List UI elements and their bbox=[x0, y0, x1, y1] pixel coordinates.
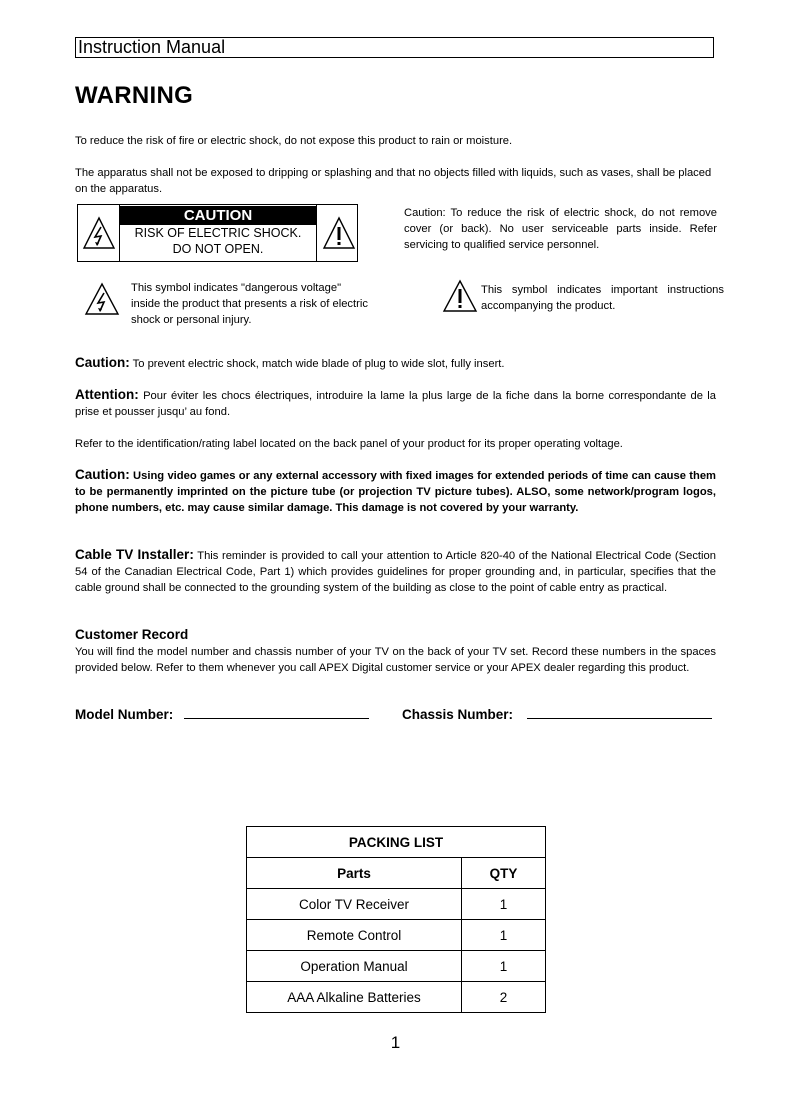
part-name: Color TV Receiver bbox=[247, 889, 462, 920]
cable-installer-text: This reminder is provided to call your attention to Article 820-40 of the National Electrical Code (Section 54 of the Canadian Electrical Code, Part 1) which provides guidelines for proper grounding and, in particular, specifies that the cable ground shall be connected to the grounding system of the building as close to the point of cable entry as practical. bbox=[75, 550, 716, 594]
attention-lead: Attention: bbox=[75, 387, 139, 402]
cable-installer-lead: Cable TV Installer: bbox=[75, 547, 194, 562]
warning-title: WARNING bbox=[75, 82, 194, 109]
table-row bbox=[247, 920, 546, 951]
page-number: 1 bbox=[390, 1033, 401, 1052]
model-number-field[interactable] bbox=[184, 718, 369, 719]
part-name: Operation Manual bbox=[247, 951, 462, 982]
exclamation-triangle-icon bbox=[442, 279, 478, 313]
lightning-triangle-icon bbox=[84, 282, 120, 316]
caution-plug-paragraph bbox=[75, 355, 716, 372]
chassis-number-label: Chassis Number: bbox=[402, 707, 514, 722]
rating-label-note: Refer to the identification/rating label located on the back panel of your product for its proper operating voltage. bbox=[75, 438, 623, 450]
part-qty: 2 bbox=[462, 982, 546, 1013]
table-row bbox=[247, 951, 546, 982]
important-instructions-symbol-text: This symbol indicates important instructions accompanying the product. bbox=[481, 284, 724, 312]
caution-line-2: DO NOT OPEN. bbox=[172, 242, 264, 256]
attention-paragraph bbox=[75, 387, 716, 420]
caution-plug-text: To prevent electric shock, match wide blade of plug to wide slot, fully insert. bbox=[129, 358, 505, 370]
exclamation-triangle-icon bbox=[322, 215, 356, 251]
caution-plug-lead: Caution: bbox=[75, 355, 130, 370]
caution-label-text bbox=[119, 205, 317, 261]
table-row bbox=[247, 889, 546, 920]
caution-games-lead: Caution: bbox=[75, 467, 130, 482]
part-qty: 1 bbox=[462, 951, 546, 982]
caution-line-1: RISK OF ELECTRIC SHOCK. bbox=[134, 226, 302, 240]
part-name: AAA Alkaline Batteries bbox=[247, 982, 462, 1013]
caution-label-box bbox=[77, 204, 358, 262]
customer-record-text: You will find the model number and chassis number of your TV on the back of your TV set. Record these numbers in the spaces provided below. Refer to them whenever you call APEX Digital customer service or your APEX dealer regarding this product. bbox=[75, 646, 716, 674]
chassis-number-field[interactable] bbox=[527, 718, 712, 719]
table-row bbox=[247, 982, 546, 1013]
customer-record-title: Customer Record bbox=[75, 627, 189, 642]
part-qty: 1 bbox=[462, 889, 546, 920]
lightning-triangle-icon bbox=[82, 215, 116, 251]
document-header: Instruction Manual bbox=[75, 37, 714, 58]
part-qty: 1 bbox=[462, 920, 546, 951]
caution-games-text: Using video games or any external accessory with fixed images for extended periods of time can cause them to be permanently imprinted on the picture tube (or projection TV picture tubes). ALSO, some network/program logos, phone numbers, etc. may cause similar damage. This damage is not covered by your warranty. bbox=[75, 470, 716, 514]
caution-servicing-note: Caution: To reduce the risk of electric shock, do not remove cover (or back). No user serviceable parts inside. Refer servicing to qualified service personnel. bbox=[404, 207, 717, 251]
parts-header: Parts bbox=[247, 858, 462, 889]
packing-list-title: PACKING LIST bbox=[247, 827, 546, 858]
intro-paragraph-1: To reduce the risk of fire or electric shock, do not expose this product to rain or moisture. bbox=[75, 135, 513, 147]
part-name: Remote Control bbox=[247, 920, 462, 951]
cable-installer-paragraph bbox=[75, 547, 716, 596]
intro-paragraph-2: The apparatus shall not be exposed to dripping or splashing and that no objects filled with liquids, such as vases, shall be placed on the apparatus. bbox=[75, 167, 712, 195]
caution-games-paragraph bbox=[75, 467, 716, 516]
dangerous-voltage-symbol-text: This symbol indicates "dangerous voltage" inside the product that presents a risk of electric shock or personal injury. bbox=[131, 282, 368, 326]
model-number-label: Model Number: bbox=[75, 707, 174, 722]
packing-list-table bbox=[246, 826, 546, 1013]
attention-text: Pour éviter les chocs électriques, introduire la lame la plus large de la fiche dans la borne correspondante de la prise et pousser jusqu’ au fond. bbox=[75, 390, 716, 418]
caution-heading: CAUTION bbox=[120, 206, 316, 225]
qty-header: QTY bbox=[462, 858, 546, 889]
